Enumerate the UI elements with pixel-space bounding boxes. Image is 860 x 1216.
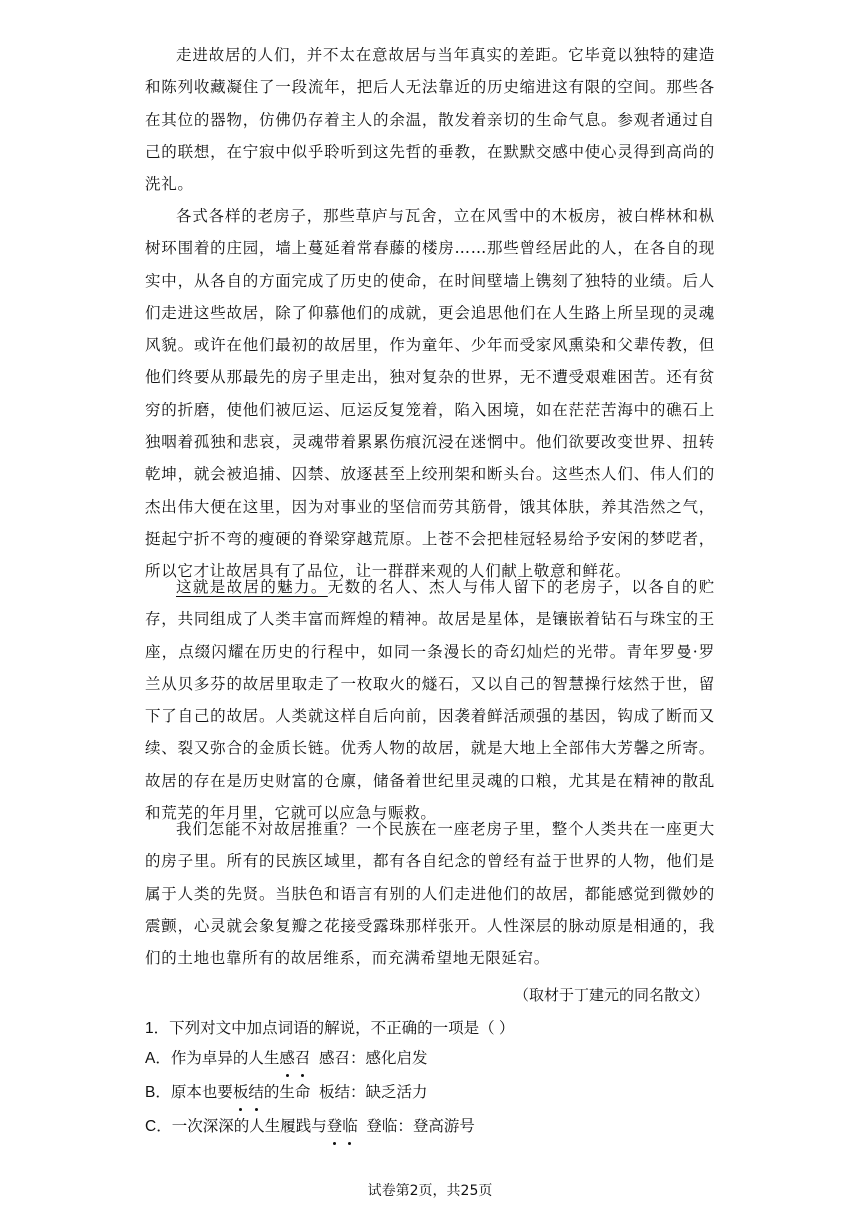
emphasis-dot-char: 临 [342, 1114, 358, 1140]
option-b-explanation: 的生命 板结：缺乏活力 [263, 1084, 428, 1101]
emphasis-dot-char: 感 [279, 1046, 295, 1072]
option-c-prefix: C．一次深深的人生履践与 [145, 1118, 327, 1135]
emphasis-dot-char: 结 [248, 1080, 264, 1106]
underlined-sentence: 这就是故居的魅力。 [176, 578, 328, 596]
passage-paragraph-4: 我们怎能不对故居推重？一个民族在一座老房子里，整个人类共在一座更大的房子里。所有的民族区域里，都有各自纪念的曾经有益于世界的人物，他们是属于人类的先贤。当肤色和语言有别的人们走进他们的故居，都能感觉到微妙的震颤，心灵就会象复瓣之花接受露珠那样张开。人性深层的脉动原是相通的，我们的土地也靠所有的故居维系，而充满希望地无限延宕。 [145, 820, 715, 968]
passage-paragraph-2: 各式各样的老房子，那些草庐与瓦舍，立在风雪中的木板房，被白桦林和枞树环围着的庄园，墙上蔓延着常春藤的楼房……那些曾经居此的人，在各自的现实中，从各自的方面完成了历史的使命，在时间壁墙上镌刻了独特的业绩。后人们走进这些故居，除了仰慕他们的成就，更会追思他们在人生路上所呈现的灵魂风貌。或许在他们最初的故居里，作为童年、少年而受家风熏染和父辈传教，但他们终要从那最先的房子里走出，独对复杂的世界，无不遭受艰难困苦。还有贫穷的折磨，使他们被厄运、厄运反复笼着，陷入困境，如在茫茫苦海中的礁石上独咽着孤独和悲哀，灵魂带着累累伤痕沉浸在迷惘中。他们欲要改变世界、扭转乾坤，就会被追捕、囚禁、放逐甚至上绞刑架和断头台。这些杰人们、伟人们的杰出伟大便在这里，因为对事业的坚信而劳其筋骨，饿其体肤，养其浩然之气，挺起宁折不弯的瘦硬的脊梁穿越荒原。上苍不会把桂冠轻易给予安闲的梦呓者，所以它才让故居具有了品位，让一群群来观的人们献上敬意和鲜花。 [145, 207, 715, 581]
option-c-explanation: 登临：登高游号 [357, 1118, 475, 1135]
passage-paragraph-3 [145, 571, 715, 829]
option-b-prefix: B．原本也要 [145, 1084, 233, 1101]
option-a-prefix: A．作为卓异的人生 [145, 1050, 280, 1067]
option-c [145, 1114, 735, 1140]
question-stem: 1．下列对文中加点词语的解说，不正确的一项是（ ） [145, 1020, 515, 1037]
emphasis-dot-char: 登 [327, 1114, 343, 1140]
emphasis-dot-char: 召 [295, 1046, 311, 1072]
option-a [145, 1046, 735, 1072]
passage-paragraph-1: 走进故居的人们，并不太在意故居与当年真实的差距。它毕竟以独特的建造和陈列收藏凝住了一段流年，把后人无法靠近的历史缩进这有限的空间。那些各在其位的器物，仿佛仍存着主人的余温，散发着亲切的生命气息。参观者通过自己的联想，在宁寂中似乎聆听到这先哲的垂教，在默默交感中使心灵得到高尚的洗礼。 [145, 46, 715, 194]
option-b-dotted-word [233, 1084, 264, 1101]
emphasis-dot-char: 板 [233, 1080, 249, 1106]
option-a-explanation: 感召：感化启发 [310, 1050, 428, 1067]
option-b [145, 1080, 735, 1106]
source-attribution: （取材于丁建元的同名散文） [513, 986, 709, 1004]
option-a-dotted-word [279, 1050, 310, 1067]
paragraph-3-text: 无数的名人、杰人与伟人留下的老房子，以各自的贮存，共同组成了人类丰富而辉煌的精神。故居是星体，是镶嵌着钻石与珠宝的王座，点缀闪耀在历史的行程中，如同一条漫长的奇幻灿烂的光带。青年罗曼·罗兰从贝多芬的故居里取走了一枚取火的燧石，又以自己的智慧操行炫然于世，留下了自己的故居。人类就这样自后向前，因袭着鲜活顽强的基因，钩成了断而又续、裂又弥合的金质长链。优秀人物的故居，就是大地上全部伟大芳馨之所寄。故居的存在是历史财富的仓廪，储备着世纪里灵魂的口粮，尤其是在精神的散乱和荒芜的年月里，它就可以应急与赈救。 [145, 578, 715, 823]
option-c-dotted-word [327, 1118, 358, 1135]
page-footer: 试卷第2页，共25页 [367, 1183, 493, 1199]
